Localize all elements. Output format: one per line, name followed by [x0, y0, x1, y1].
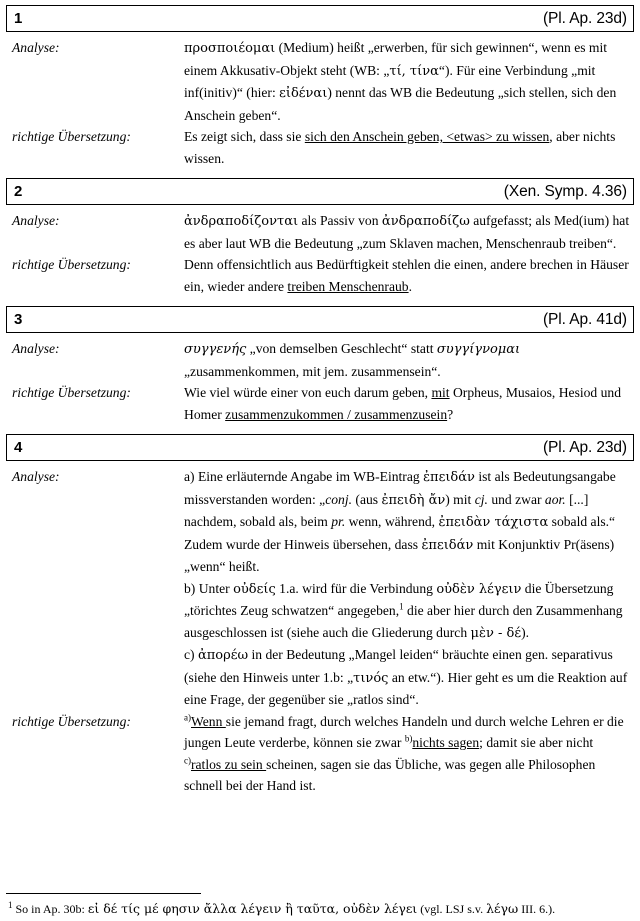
translation-label: richtige Übersetzung: — [12, 257, 131, 272]
translation-label: richtige Übersetzung: — [12, 713, 131, 729]
analysis-row — [6, 466, 634, 711]
entry-body-3 — [6, 338, 634, 425]
entry-number: 4 — [14, 439, 23, 456]
footnote-area — [6, 893, 634, 917]
footnote-text: $^1$ So in Ap. 30b: εἰ δέ τίς μέ φησιν ἄλλα λέγειν ἢ ταῦτα, οὐδὲν λέγει (vgl. LSJ s.v. λέγω III. 6.). — [8, 900, 556, 916]
entry-reference: (Xen. Symp. 4.36) — [503, 182, 627, 200]
analysis-row — [6, 210, 634, 254]
analysis-text: προσποιέομαι (Medium) heißt „erwerben, für sich gewinnen“, wenn es mit einem Akkusativ-Objekt steht (WB: „τί, τίνα“). Für eine Verbindung „mit inf(initiv)“ (hier: εἰδέναι) nennt das WB die Bedeutung „sich stellen, sich den Anschein geben“. — [184, 40, 617, 123]
analysis-label: Analyse: — [12, 40, 60, 55]
analysis-row — [6, 338, 634, 382]
translation-label: richtige Übersetzung: — [12, 129, 131, 144]
entry-header-3 — [6, 306, 634, 333]
entry-header-1 — [6, 5, 634, 32]
entry-body-2 — [6, 210, 634, 297]
analysis-label: Analyse: — [12, 469, 60, 484]
translation-text: Denn offensichtlich aus Bedürftigkeit stehlen die einen, andere brechen in Häuser ein, wieder andere treiben Menschenraub. — [184, 257, 629, 294]
entry-body-1 — [6, 37, 634, 169]
translation-row — [6, 126, 634, 169]
entry-header-2 — [6, 178, 634, 205]
entry-reference: (Pl. Ap. 41d) — [543, 310, 627, 328]
analysis-text: συγγενής „von demselben Geschlecht“ statt συγγίγνομαι „zusammenkommen, mit jem. zusammensein“. — [184, 341, 521, 379]
entry-number: 1 — [14, 10, 23, 27]
analysis-text: ἀνδραποδίζονται als Passiv von ἀνδραποδίζω aufgefasst; als Med(ium) hat es aber laut WB die Bedeutung „zum Sklaven machen, Menschenraub treiben“. — [184, 213, 630, 251]
entry-body-4 — [6, 466, 634, 797]
entry-number: 2 — [14, 183, 23, 200]
entry-header-4 — [6, 434, 634, 461]
entry-reference: (Pl. Ap. 23d) — [543, 438, 627, 456]
translation-row — [6, 711, 634, 797]
translation-text: $^{a)}$Wenn sie jemand fragt, durch welches Handeln und durch welche Lehren er die jungen Leute verderbe, können sie zwar $^{b)}$nichts sagen; damit sie aber nicht $^{c)}$ratlos zu sein scheinen, sagen sie das Übliche, was gegen alle Philosophen schnell bei der Hand ist. — [184, 711, 624, 793]
translation-text: Wie viel würde einer von euch darum geben, mit Orpheus, Musaios, Hesiod und Homer zusammenzukommen / zusammenzusein? — [184, 385, 622, 422]
translation-label: richtige Übersetzung: — [12, 385, 131, 400]
entry-reference: (Pl. Ap. 23d) — [543, 9, 627, 27]
analysis-text: a) Eine erläuternde Angabe im WB-Eintrag ἐπειδάν ist als Bedeutungsangabe missverstanden worden: „conj. (aus ἐπειδὴ ἄν) mit cj. und zwar aor. [...] nachdem, sobald als, beim pr. wenn, während, ἐπειδὰν τάχιστα sobald als.“ Zudem wurde der Hinweis übersehen, dass ἐπειδάν mit Konjunktiv Pr(äsens) „wenn“ heißt. b) Unter οὐδείς 1.a. wird für die Verbindung οὐδὲν λέγειν die Übersetzung „törichtes Zeug schwatzen“ angegeben,$^1$ die aber hier durch den Zusammenhang ausgeschlossen ist (siehe auch die Gliederung durch μὲν - δέ). c) ἀπορέω in der Bedeutung „Mangel leiden“ bräuchte einen gen. separativus (siehe den Hinweis unter 1.b: „τινός an etw.“). Hier geht es um die Reaktion auf eine Frage, der gegenüber sie „ratlos sind“. — [184, 469, 628, 707]
entry-number: 3 — [14, 311, 23, 328]
translation-row — [6, 382, 634, 425]
analysis-row — [6, 37, 634, 126]
analysis-label: Analyse: — [12, 341, 60, 356]
footnote-separator-rule — [6, 893, 201, 894]
translation-row — [6, 254, 634, 297]
analysis-label: Analyse: — [12, 213, 60, 228]
translation-text: Es zeigt sich, dass sie sich den Anschein geben, <etwas> zu wissen, aber nichts wissen. — [184, 129, 616, 166]
